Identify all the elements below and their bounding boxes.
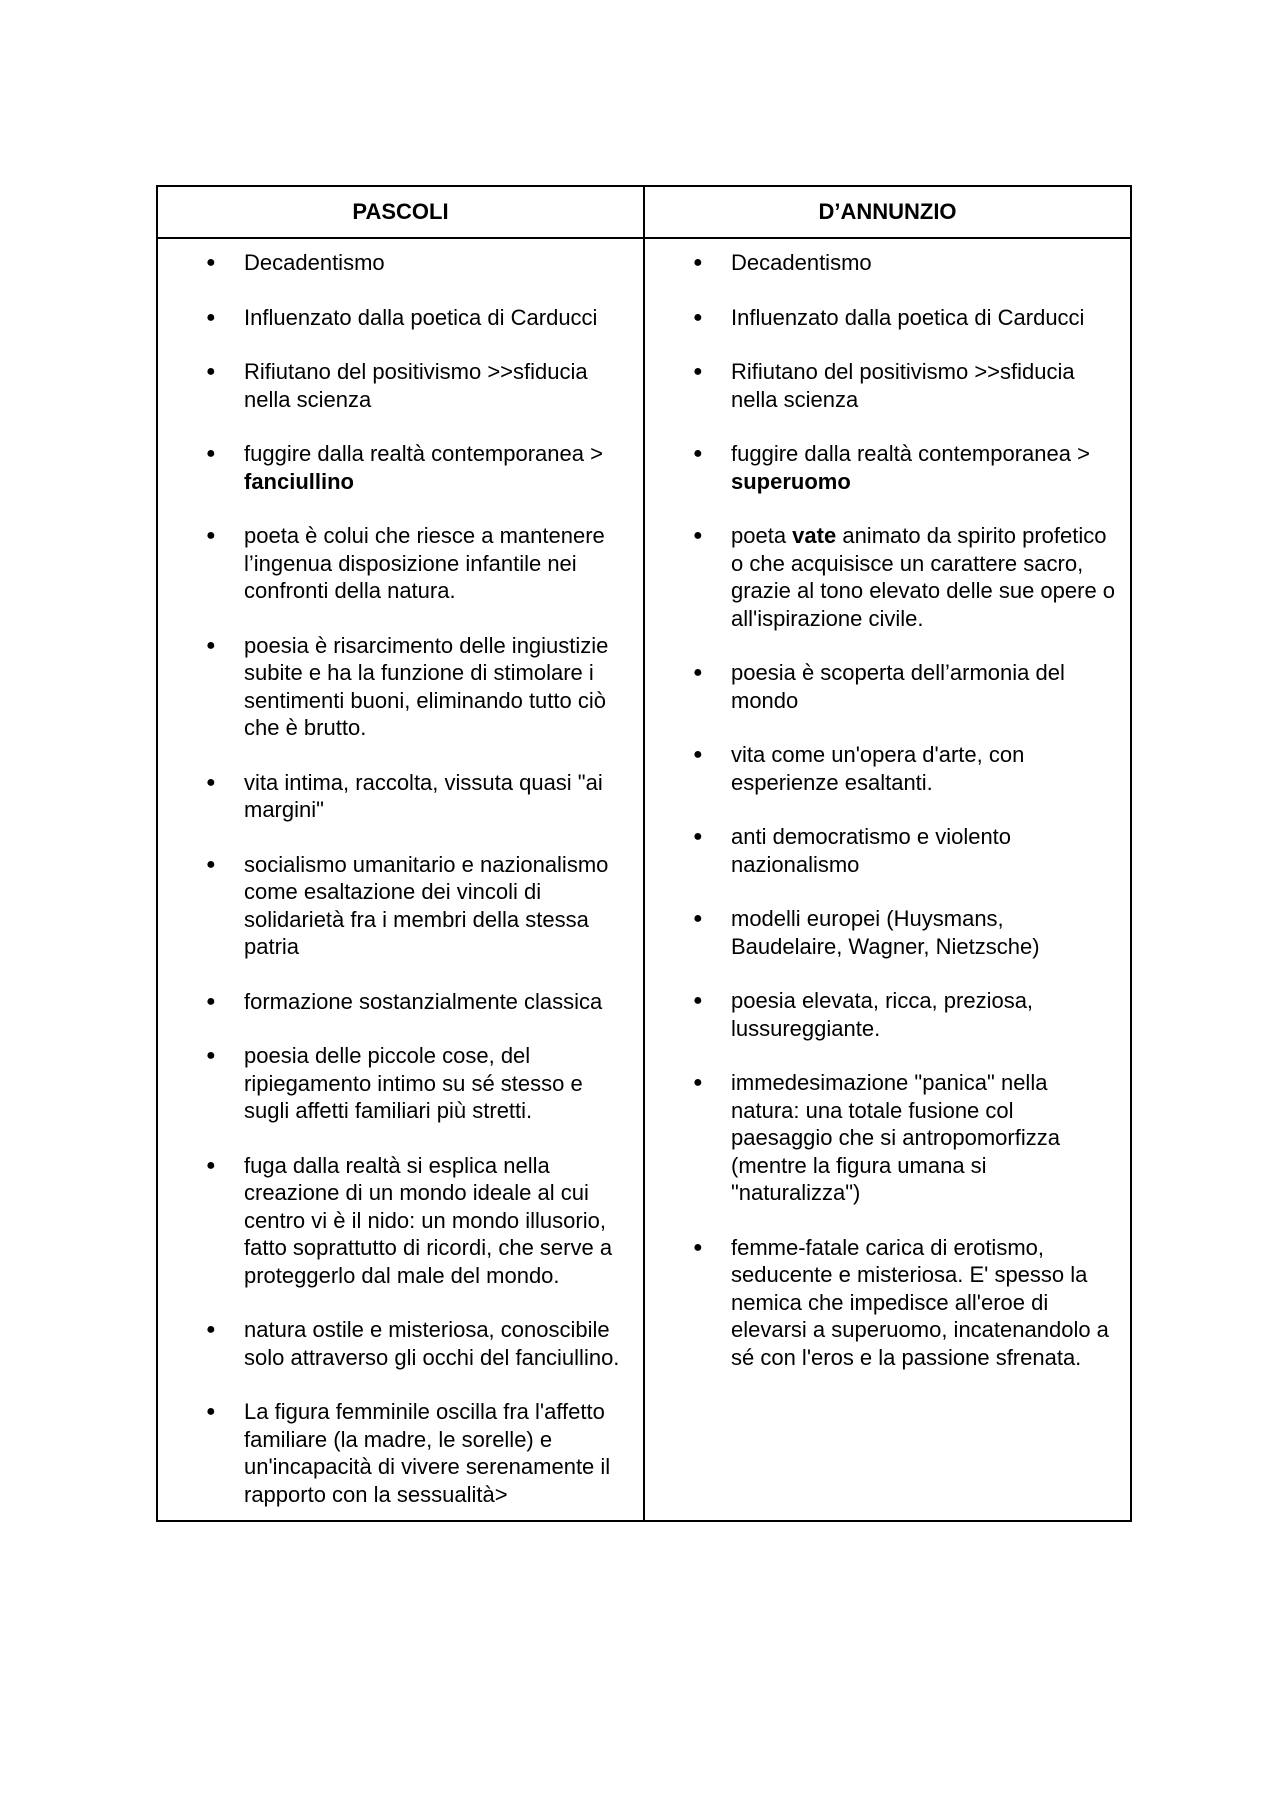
list-item <box>168 1042 633 1125</box>
header-row <box>157 186 1131 238</box>
item-text: Influenzato dalla poetica di Carducci <box>731 304 1085 330</box>
list-item <box>655 358 1120 413</box>
list-item <box>655 522 1120 632</box>
list-item <box>168 249 633 277</box>
dannunzio-cell <box>644 238 1131 1521</box>
item-keyword: fanciullino <box>244 468 354 494</box>
item-text: La figura femminile oscilla fra l'affetto familiare (la madre, le sorelle) e un'incapacità di vivere serenamente il rapporto con la sessualità> <box>244 1399 611 1507</box>
item-text: modelli europei (Huysmans, Baudelaire, Wagner, Nietzsche) <box>731 906 1040 959</box>
list-item <box>168 304 633 332</box>
item-text: poeta è colui che riesce a mantenere l’ingenua disposizione infantile nei confronti della natura. <box>244 523 605 603</box>
item-text: femme-fatale carica di erotismo, seducente e misteriosa. E' spesso la nemica che impedisce all'eroe di elevarsi a superuomo, incatenandolo a sé con l'eros e la passione sfrenata. <box>731 1234 1109 1370</box>
dannunzio-list <box>655 249 1120 1371</box>
list-item <box>168 358 633 413</box>
item-text: Decadentismo <box>244 250 385 275</box>
list-item <box>168 1398 633 1508</box>
item-text: vita come un'opera d'arte, con esperienze esaltanti. <box>731 742 1025 795</box>
pascoli-cell <box>157 238 644 1521</box>
item-text: fuggire dalla realtà contemporanea > <box>731 441 1090 466</box>
pascoli-list <box>168 249 633 1508</box>
list-item <box>168 1316 633 1371</box>
item-text: immedesimazione "panica" nella natura: una totale fusione col paesaggio che si antropomorfizza (mentre la figura umana si "naturalizza") <box>731 1070 1060 1205</box>
list-item <box>655 1069 1120 1207</box>
item-text: Rifiutano del positivismo >>sfiducia nella scienza <box>731 359 1075 412</box>
item-text: vita intima, raccolta, vissuta quasi "ai margini" <box>244 769 603 822</box>
list-item <box>168 851 633 961</box>
item-text: fuggire dalla realtà contemporanea > <box>244 441 603 466</box>
item-text: poesia elevata, ricca, preziosa, lussureggiante. <box>731 988 1034 1041</box>
item-text: poesia è scoperta dell’armonia del mondo <box>731 660 1065 713</box>
item-text: socialismo umanitario e nazionalismo come esaltazione dei vincoli di solidarietà fra i membri della stessa patria <box>244 851 609 959</box>
list-item <box>168 632 633 742</box>
item-text: Influenzato dalla poetica di Carducci <box>244 304 598 330</box>
list-item <box>655 249 1120 277</box>
item-text: formazione sostanzialmente classica <box>244 988 603 1014</box>
item-text: natura ostile e misteriosa, conoscibile solo attraverso gli occhi del fanciullino. <box>244 1317 620 1370</box>
list-item <box>655 905 1120 960</box>
list-item <box>168 988 633 1016</box>
list-item <box>655 659 1120 714</box>
list-item <box>655 304 1120 332</box>
list-item <box>655 1234 1120 1372</box>
item-text: anti democratismo e violento nazionalismo <box>731 824 1012 877</box>
item-text: Decadentismo <box>731 250 872 275</box>
content-row <box>157 238 1131 1521</box>
item-keyword: superuomo <box>731 468 851 494</box>
list-item <box>655 440 1120 495</box>
list-item <box>168 522 633 605</box>
list-item <box>168 769 633 824</box>
item-text: animato da spirito profetico o che acquisisce un carattere sacro, grazie al tono elevato delle sue opere o all'ispirazione civile. <box>731 523 1116 631</box>
item-text: fuga dalla realtà si esplica nella creazione di un mondo ideale al cui centro vi è il nido: un mondo illusorio, fatto soprattutto di ricordi, che serve a proteggerlo dal male del mondo. <box>244 1152 613 1288</box>
header-pascoli: PASCOLI <box>157 186 644 238</box>
item-text: poesia è risarcimento delle ingiustizie subite e ha la funzione di stimolare i sentimenti buoni, eliminando tutto ciò che è brutto. <box>244 632 609 740</box>
list-item <box>168 1152 633 1290</box>
list-item <box>655 987 1120 1042</box>
item-text: poeta <box>731 523 793 548</box>
item-text: poesia delle piccole cose, del ripiegamento intimo su sé stesso e sugli affetti familiari più stretti. <box>244 1043 583 1123</box>
list-item <box>168 440 633 495</box>
item-keyword: vate <box>792 523 837 548</box>
list-item <box>655 823 1120 878</box>
header-dannunzio: D’ANNUNZIO <box>644 186 1131 238</box>
item-text: Rifiutano del positivismo >>sfiducia nella scienza <box>244 359 588 412</box>
list-item <box>655 741 1120 796</box>
comparison-table <box>156 185 1132 1522</box>
